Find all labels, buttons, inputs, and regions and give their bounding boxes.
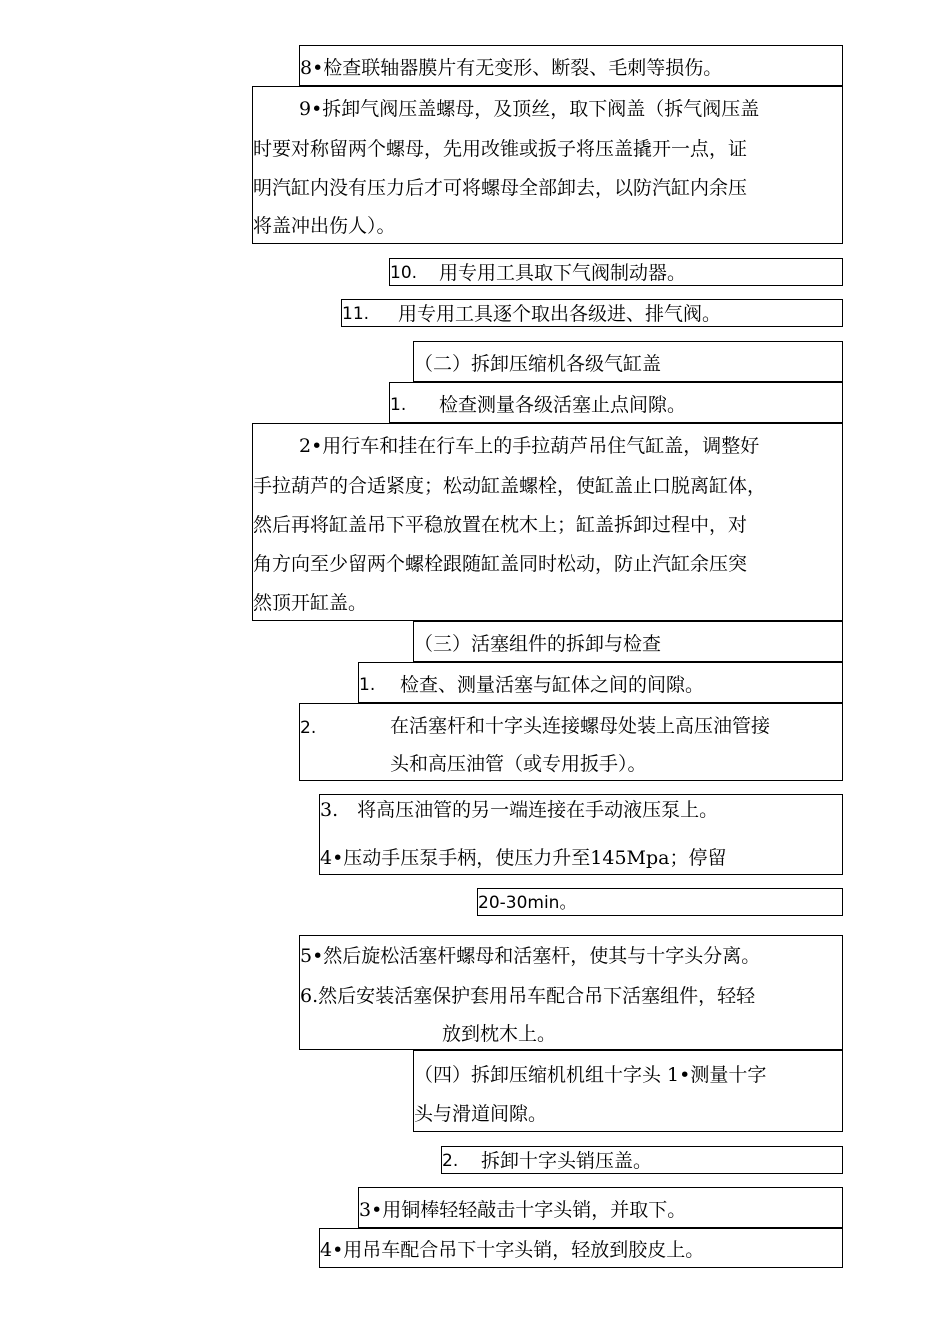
section-4-heading-line-2: 头与滑道间隙。 [414,1103,548,1125]
s3-step-4-text: 4•压动手压泵手柄，使压力升至145Mpa；停留 [320,847,727,869]
s4-step-2-box [441,1146,843,1174]
s3-step-6-line-1: 6.然后安装活塞保护套用吊车配合吊下活塞组件，轻轻 [300,985,756,1007]
s4-step-2-text: 拆卸十字头销压盖。 [481,1150,653,1172]
s3-step-4-cont-box [477,888,843,916]
s3-step-2-line-1: 在活塞杆和十字头连接螺母处装上高压油管接 [390,715,771,737]
s2-step-2-line-3: 然后再将缸盖吊下平稳放置在枕木上；缸盖拆卸过程中，对 [253,514,748,536]
s4-step-2-number: 2. [442,1151,459,1171]
s2-step-2-line-4: 角方向至少留两个螺栓跟随缸盖同时松动，防止汽缸余压突 [253,553,748,575]
step-10-number: 10. [390,263,418,283]
s2-step-2-box [252,423,843,621]
step-11-box [341,299,843,327]
section-3-heading: （三）活塞组件的拆卸与检查 [414,633,662,655]
section-4-heading-line-1: （四）拆卸压缩机机组十字头 1•测量十字 [414,1064,767,1086]
step-9-line-2: 时要对称留两个螺母，先用改锥或扳子将压盖撬开一点，证 [253,138,748,160]
s3-step-3-text: 3. 将高压油管的另一端连接在手动液压泵上。 [320,799,719,821]
step-10-box [389,258,843,286]
s3-step-4-cont-text: 20-30min。 [478,893,577,913]
s3-step-3-4-box [319,794,843,875]
section-3-heading-box [413,621,843,662]
s3-step-2-number: 2. [300,718,317,738]
s2-step-2-line-5: 然顶开缸盖。 [253,592,368,614]
section-2-heading-box [413,341,843,382]
s3-step-5-6-box [299,935,843,1050]
s4-step-3-box [358,1187,843,1228]
step-9-line-3: 明汽缸内没有压力后才可将螺母全部卸去，以防汽缸内余压 [253,177,748,199]
s4-step-4-box [319,1228,843,1268]
section-4-heading-box [413,1050,843,1132]
step-9-line-4: 将盖冲出伤人）。 [253,215,396,237]
s3-step-5-text: 5•然后旋松活塞杆螺母和活塞杆，使其与十字头分离。 [300,945,761,967]
s3-step-2-box [299,703,843,781]
step-8-box [299,45,843,86]
step-9-box [252,86,843,244]
section-2-heading: （二）拆卸压缩机各级气缸盖 [414,353,662,375]
s3-step-1-box [358,662,843,703]
s4-step-4-text: 4•用吊车配合吊下十字头销，轻放到胶皮上。 [320,1239,705,1261]
s3-step-6-line-2: 放到枕木上。 [442,1023,557,1045]
step-9-line-1: 9•拆卸气阀压盖螺母，及顶丝，取下阀盖（拆气阀压盖 [299,98,760,120]
step-10-text: 用专用工具取下气阀制动器。 [439,262,687,284]
step-11-text: 用专用工具逐个取出各级进、排气阀。 [398,303,722,325]
s2-step-2-line-1: 2•用行车和挂在行车上的手拉葫芦吊住气缸盖，调整好 [299,435,760,457]
s2-step-2-line-2: 手拉葫芦的合适紧度；松动缸盖螺栓，使缸盖止口脱离缸体， [253,475,767,497]
s3-step-1-text: 检查、测量活塞与缸体之间的间隙。 [400,674,705,696]
s2-step-1-box [389,382,843,423]
s4-step-3-text: 3•用铜棒轻轻敲击十字头销，并取下。 [359,1199,687,1221]
step-11-number: 11. [342,304,370,324]
s3-step-1-number: 1. [359,675,376,695]
step-8-text: 8•检查联轴器膜片有无变形、断裂、毛刺等损伤。 [300,57,723,79]
s2-step-1-text: 检查测量各级活塞止点间隙。 [439,394,687,416]
s3-step-2-line-2: 头和高压油管（或专用扳手）。 [390,753,647,775]
s2-step-1-number: 1. [390,395,407,415]
